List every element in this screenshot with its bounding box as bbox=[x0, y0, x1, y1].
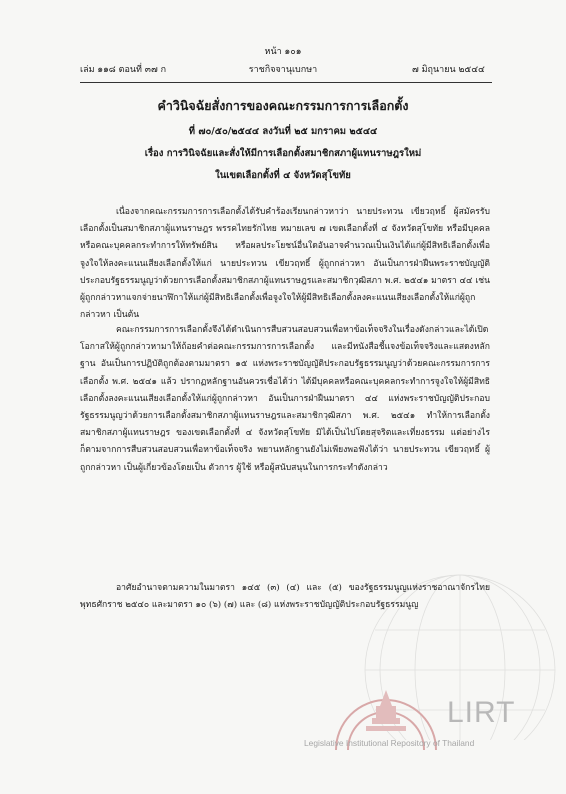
paragraph-text: คณะกรรมการการเลือกตั้งจึงได้ดำเนินการสืบสวนสอบสวนเพื่อหาข้อเท็จจริงในเรื่องดังกล่าวและได้เปิดโอกาสให้ผู้ถูกกล่าวหามาให้ถ้อยคำต่อคณะกรรมการการเลือกตั้ง และมีหนังสือชี้แจงข้อเท็จจริงและแสดงหลักฐาน อันเป็นการปฏิบัติถูกต้องตามมาตรา ๑๕ แห่งพระราชบัญญัติประกอบรัฐธรรมนูญว่าด้วยคณะกรรมการการเลือกตั้ง พ.ศ. ๒๕๔๑ แล้ว ปรากฏหลักฐานอันควรเชื่อได้ว่า ได้มีบุคคลหรือคณะบุคคลกระทำการจูงใจให้ผู้มีสิทธิเลือกตั้งลงคะแนนเสียงเลือกตั้งให้แก่ผู้ถูกกล่าวหา อันเป็นการฝ่าฝืนมาตรา ๔๔ แห่งพระราชบัญญัติประกอบรัฐธรรมนูญว่าด้วยการเลือกตั้งสมาชิกสภาผู้แทนราษฎรและสมาชิกวุฒิสภา พ.ศ. ๒๕๔๑ ทำให้การเลือกตั้งสมาชิกสภาผู้แทนราษฎร ของเขตเลือกตั้งที่ ๔ จังหวัดสุโขทัย มิได้เป็นไปโดยสุจริตและเที่ยงธรรม แต่อย่างไรก็ตามจากการสืบสวนสอบสวนเพื่อหาข้อเท็จจริง พยานหลักฐานยังไม่เพียงพอฟังได้ว่า นายประทวน เขียวฤทธิ์ ผู้ถูกกล่าวหา เป็นผู้เกี่ยวข้องโดยเป็น ตัวการ ผู้ใช้ หรือผู้สนับสนุนในการกระทำดังกล่าว bbox=[80, 325, 490, 473]
document-title: คำวินิจฉัยสั่งการของคณะกรรมการการเลือกตั้ง bbox=[157, 98, 409, 113]
body-paragraph-1 bbox=[80, 204, 490, 324]
document-subject-line2: ในเขตเลือกตั้งที่ ๔ จังหวัดสุโขทัย bbox=[215, 170, 351, 181]
paragraph-text: เนื่องจากคณะกรรมการการเลือกตั้งได้รับคำร้องเรียนกล่าวหาว่า นายประทวน เขียวฤทธิ์ ผู้สมัครรับเลือกตั้งเป็นสมาชิกสภาผู้แทนราษฎร พรรคไทยรักไทย หมายเลข ๗ เขตเลือกตั้งที่ ๔ จังหวัดสุโขทัย หรือมีบุคคลหรือคณะบุคคลกระทำการให้ทรัพย์สิน หรือผลประโยชน์อื่นใดอันอาจคำนวณเป็นเงินได้แก่ผู้มีสิทธิเลือกตั้งเพื่อจูงใจให้ลงคะแนนเสียงเลือกตั้งให้แก่ นายประทวน เขียวฤทธิ์ ผู้ถูกกล่าวหา อันเป็นการฝ่าฝืนพระราชบัญญัติประกอบรัฐธรรมนูญว่าด้วยการเลือกตั้งสมาชิกสภาผู้แทนราษฎรและสมาชิกวุฒิสภา พ.ศ. ๒๕๔๑ มาตรา ๔๔ เช่น ผู้ถูกกล่าวหาแจกจ่ายนาฬิกาให้แก่ผู้มีสิทธิเลือกตั้งเพื่อจูงใจให้ผู้มีสิทธิเลือกตั้งลงคะแนนเสียงเลือกตั้งให้แก่ผู้ถูกกล่าวหา เป็นต้น bbox=[80, 207, 490, 321]
document-subject-line1: เรื่อง การวินิจฉัยและสั่งให้มีการเลือกตั้งสมาชิกสภาผู้แทนราษฎรใหม่ bbox=[144, 148, 422, 159]
header-divider bbox=[80, 82, 492, 83]
paragraph-text: อาศัยอำนาจตามความในมาตรา ๑๔๕ (๓) (๔) และ (๕) ของรัฐธรรมนูญแห่งราชอาณาจักรไทย พุทธศักราช ๒๕๔๐ และมาตรา ๑๐ (๖) (๗) และ (๘) แห่งพระราชบัญญัติประกอบรัฐธรรมนูญ bbox=[80, 583, 490, 611]
gazette-name: ราชกิจจานุเบกษา bbox=[248, 65, 318, 75]
gazette-date: ๗ มิถุนายน ๒๕๔๔ bbox=[412, 65, 485, 75]
lirt-caption: Legislative Institutional Repository of Thailand bbox=[304, 738, 475, 748]
body-paragraph-3 bbox=[80, 580, 490, 614]
gazette-volume: เล่ม ๑๑๘ ตอนที่ ๓๗ ก bbox=[80, 65, 167, 75]
document-number: ที่ ๗๐/๕๐/๒๕๔๔ ลงวันที่ ๒๕ มกราคม ๒๕๔๔ bbox=[188, 126, 378, 137]
lirt-wordmark: LIRT bbox=[447, 696, 516, 729]
page-number: หน้า ๑๐๑ bbox=[264, 47, 302, 57]
body-paragraph-2 bbox=[80, 322, 490, 477]
